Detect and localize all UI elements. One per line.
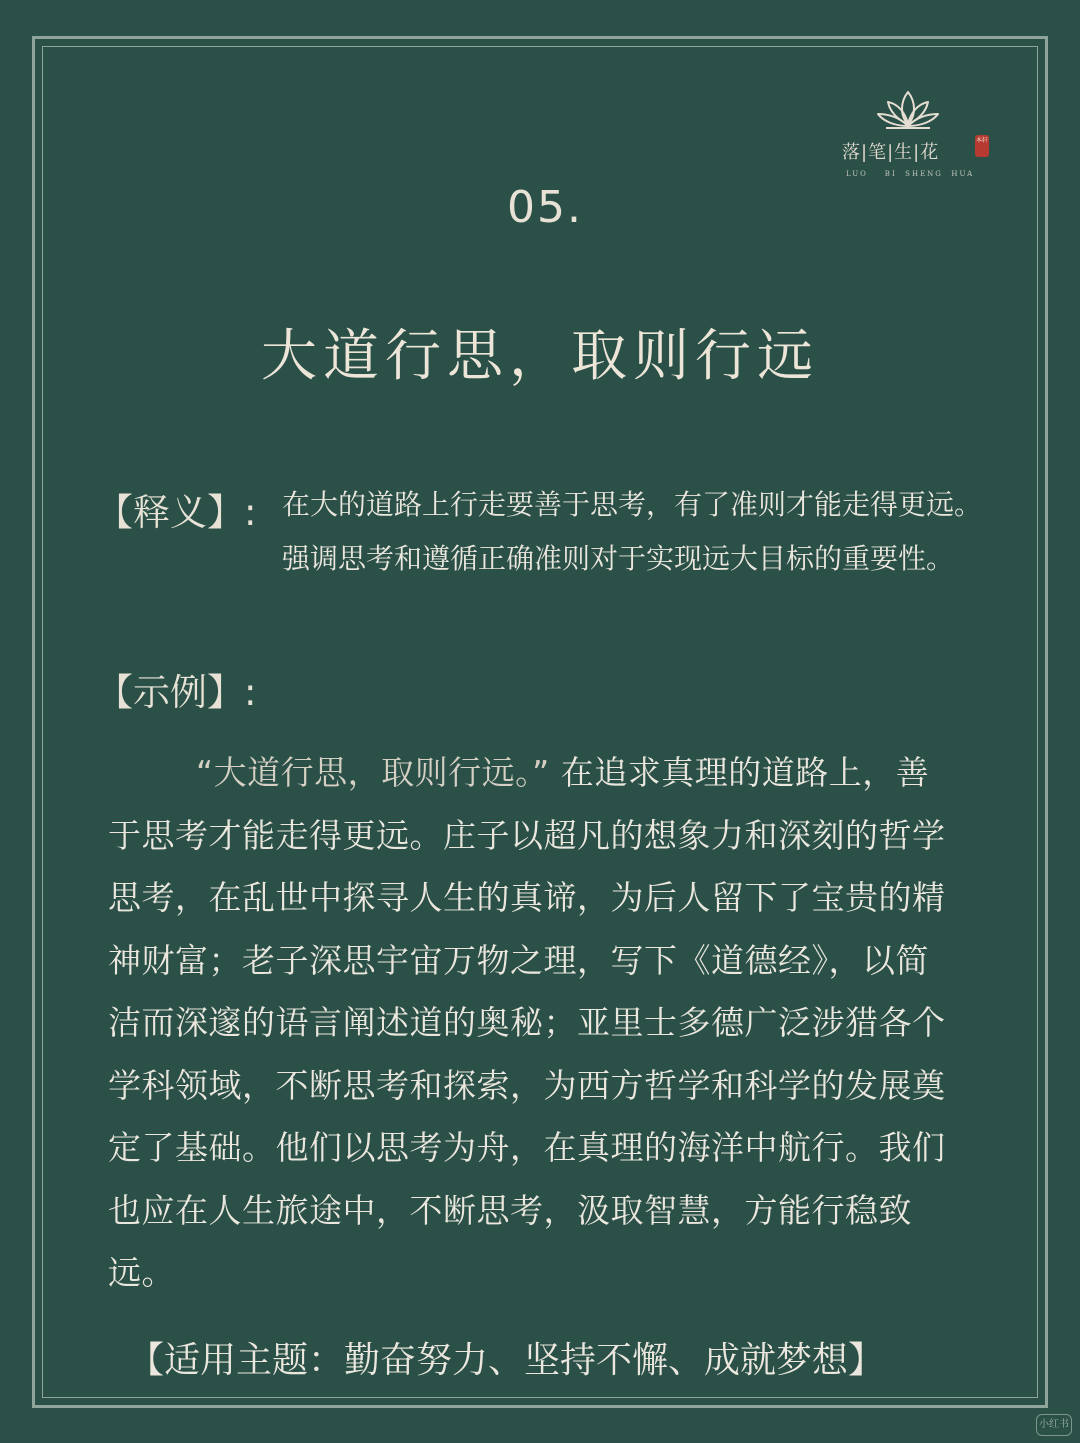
idiom-title: 大道行思，取则行远 — [261, 324, 819, 389]
logo-seal: 本轩 — [975, 135, 989, 157]
applicable-themes: 【适用主题：勤奋努力、坚持不懈、成就梦想】 — [128, 1340, 885, 1381]
brand-logo — [842, 88, 992, 184]
meaning-label: 【释义】: — [96, 491, 257, 534]
example-quote: “大道行思，取则行远。” — [196, 753, 550, 792]
example-paragraph — [108, 742, 953, 1305]
watermark: 小红书 — [1036, 1414, 1072, 1436]
logo-name: 落|笔|生|花 — [842, 142, 940, 163]
example-label: 【示例】: — [96, 671, 257, 714]
lotus-icon — [842, 88, 992, 134]
logo-pinyin: LUO BI SHENG HUA — [846, 170, 975, 178]
example-text: 在追求真理的道路上，善于思考才能走得更远。庄子以超凡的想象力和深刻的哲学思考，在乱世中探寻人生的真谛，为后人留下了宝贵的精神财富；老子深思宇宙万物之理，写下《道德经》，以简洁而深邃的语言阐述道的奥秘；亚里士多德广泛涉猎各个学科领域，不断思考和探索，为西方哲学和科学的发展奠定了基础。他们以思考为舟，在真理的海洋中航行。我们也应在人生旅途中，不断思考，汲取智慧，方能行稳致远。 — [108, 753, 946, 1292]
entry-number: 05. — [507, 182, 583, 233]
meaning-text: 在大的道路上行走要善于思考，有了准则才能走得更远。强调思考和遵循正确准则对于实现远大目标的重要性。 — [282, 488, 983, 575]
